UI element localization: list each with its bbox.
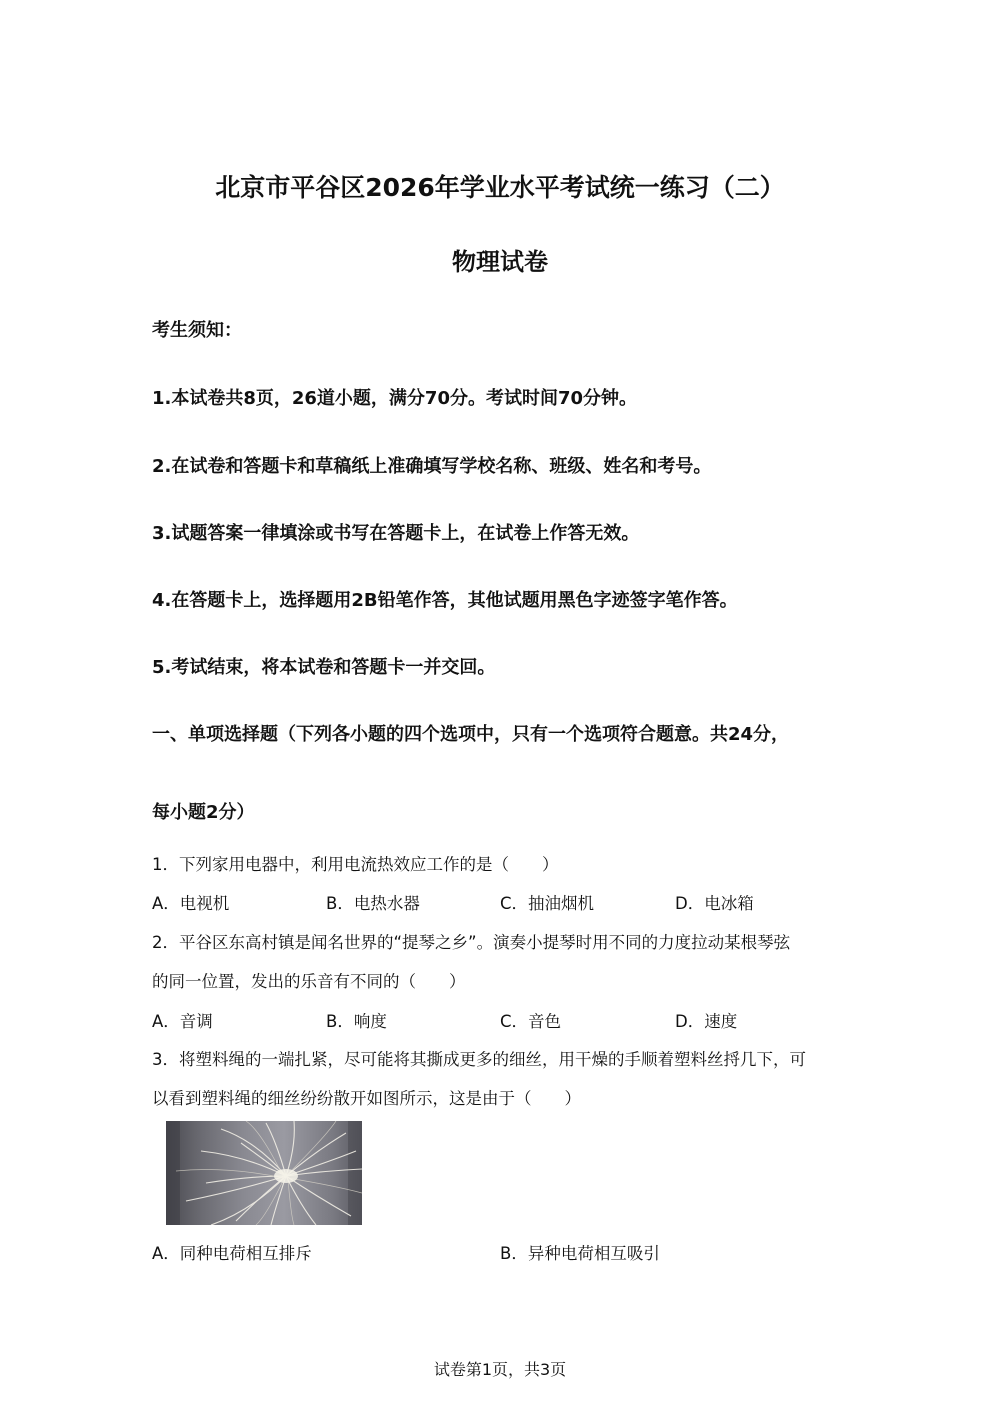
- question-3-stem-line2: 以看到塑料绳的细丝纷纷散开如图所示，这是由于（ ）: [152, 1089, 581, 1108]
- notice-item-4: 4.在答题卡上，选择题用2B铅笔作答，其他试题用黑色字迹签字笔作答。: [152, 590, 738, 611]
- question-1-option-a: A．电视机: [152, 894, 230, 913]
- exam-subtitle: 物理试卷: [452, 248, 548, 276]
- question-1-option-c: C．抽油烟机: [500, 894, 595, 913]
- question-3-option-b: B．异种电荷相互吸引: [500, 1244, 660, 1263]
- notice-item-3: 3.试题答案一律填涂或书写在答题卡上，在试卷上作答无效。: [152, 523, 640, 544]
- section-heading-line2: 每小题2分）: [152, 802, 255, 823]
- page-footer: 试卷第1页，共3页: [433, 1360, 567, 1379]
- question-1-stem: 1．下列家用电器中，利用电流热效应工作的是（ ）: [152, 855, 559, 874]
- notice-item-5: 5.考试结束，将本试卷和答题卡一并交回。: [152, 657, 496, 678]
- exam-title: 北京市平谷区2026年学业水平考试统一练习（二）: [215, 173, 785, 202]
- plastic-string-photo: [166, 1121, 362, 1225]
- section-heading-line1: 一、单项选择题（下列各小题的四个选项中，只有一个选项符合题意。共24分，: [152, 724, 790, 745]
- question-2-option-a: A．音调: [152, 1012, 213, 1031]
- question-2-stem-line1: 2．平谷区东高村镇是闻名世界的“提琴之乡”。演奏小提琴时用不同的力度拉动某根琴弦: [152, 933, 791, 952]
- question-2-option-d: D．速度: [675, 1012, 738, 1031]
- notice-heading: 考生须知：: [152, 320, 242, 341]
- question-1-option-b: B．电热水器: [326, 894, 420, 913]
- notice-item-2: 2.在试卷和答题卡和草稿纸上准确填写学校名称、班级、姓名和考号。: [152, 456, 712, 477]
- question-3-option-a: A．同种电荷相互排斥: [152, 1244, 312, 1263]
- question-3-stem-line1: 3．将塑料绳的一端扎紧，尽可能将其撕成更多的细丝，用干燥的手顺着塑料丝捋几下，可: [152, 1050, 806, 1069]
- question-2-option-b: B．响度: [326, 1012, 387, 1031]
- question-1-option-d: D．电冰箱: [675, 894, 754, 913]
- notice-item-1: 1.本试卷共8页，26道小题，满分70分。考试时间70分钟。: [152, 388, 638, 409]
- question-2-stem-line2: 的同一位置，发出的乐音有不同的（ ）: [152, 972, 466, 991]
- question-2-option-c: C．音色: [500, 1012, 562, 1031]
